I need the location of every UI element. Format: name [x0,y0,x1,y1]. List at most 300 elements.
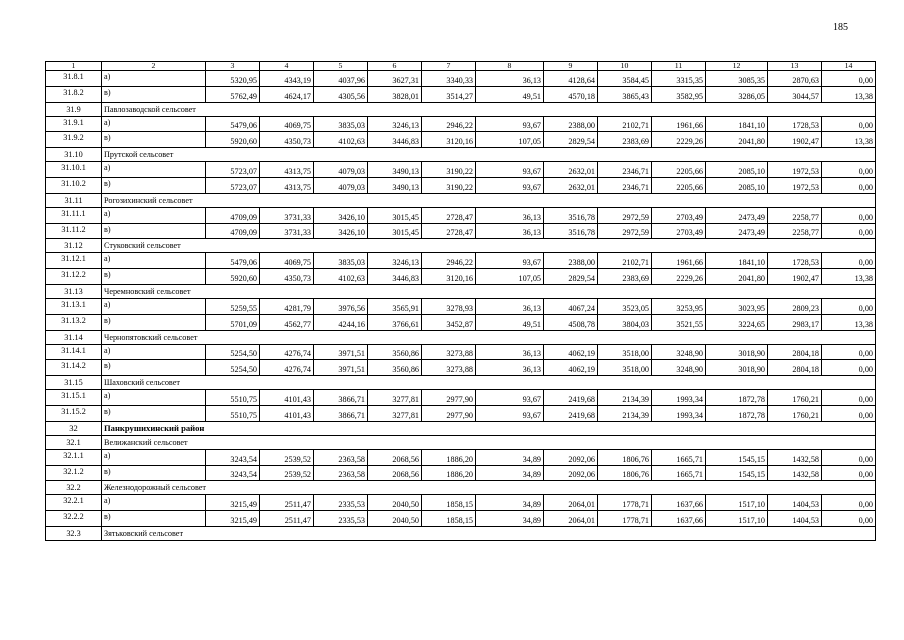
value-cell: 3246,13 [368,116,422,132]
value-cell: 2539,52 [260,465,314,481]
row-code: 31.14.1 [46,344,102,360]
row-variant: а) [102,495,206,511]
value-cell: 0,00 [822,360,876,376]
value-cell: 107,05 [476,269,544,285]
value-cell: 4101,43 [260,390,314,406]
value-cell: 4350,73 [260,269,314,285]
value-cell: 2473,49 [706,207,768,223]
table-row [46,465,876,481]
column-number-cell: 5 [314,62,368,71]
value-cell: 1545,15 [706,449,768,465]
value-cell: 1806,76 [598,449,652,465]
value-cell: 3246,13 [368,253,422,269]
value-cell: 36,13 [476,223,544,239]
value-cell: 3582,95 [652,86,706,102]
value-cell: 93,67 [476,405,544,421]
row-variant: а) [102,449,206,465]
value-cell: 2363,58 [314,449,368,465]
table-row [46,132,876,148]
value-cell: 3277,81 [368,390,422,406]
council-title: Чернопятовский сельсовет [102,330,876,344]
value-cell: 0,00 [822,298,876,314]
value-cell: 49,51 [476,314,544,330]
value-cell: 5762,49 [206,86,260,102]
value-cell: 0,00 [822,495,876,511]
value-cell: 2064,01 [544,495,598,511]
value-cell: 1637,66 [652,511,706,527]
value-cell: 2703,49 [652,207,706,223]
value-cell: 0,00 [822,223,876,239]
value-cell: 1404,53 [768,495,822,511]
column-number-cell: 11 [652,62,706,71]
value-cell: 4624,17 [260,86,314,102]
column-number-row [46,62,876,71]
value-cell: 4350,73 [260,132,314,148]
row-variant: в) [102,177,206,193]
council-row [46,481,876,495]
value-cell: 3215,49 [206,495,260,511]
value-cell: 5479,06 [206,253,260,269]
table-row [46,116,876,132]
value-cell: 1517,10 [706,495,768,511]
value-cell: 1545,15 [706,465,768,481]
value-cell: 4102,63 [314,269,368,285]
table-row [46,390,876,406]
value-cell: 1886,20 [422,449,476,465]
value-cell: 1841,10 [706,116,768,132]
row-variant: в) [102,314,206,330]
value-cell: 93,67 [476,390,544,406]
value-cell: 2258,77 [768,207,822,223]
value-cell: 2205,66 [652,177,706,193]
table-row [46,360,876,376]
value-cell: 36,13 [476,344,544,360]
value-cell: 3560,86 [368,360,422,376]
value-cell: 1665,71 [652,465,706,481]
value-cell: 3828,01 [368,86,422,102]
value-cell: 3273,88 [422,344,476,360]
value-cell: 5723,07 [206,177,260,193]
value-cell: 1637,66 [652,495,706,511]
value-cell: 4079,03 [314,162,368,178]
value-cell: 1886,20 [422,465,476,481]
value-cell: 4508,78 [544,314,598,330]
value-cell: 1872,78 [706,390,768,406]
row-code: 32.2 [46,481,102,495]
value-cell: 3278,93 [422,298,476,314]
value-cell: 5254,50 [206,360,260,376]
value-cell: 3971,51 [314,360,368,376]
row-variant: в) [102,269,206,285]
value-cell: 4101,43 [260,405,314,421]
value-cell: 5920,60 [206,269,260,285]
value-cell: 3315,35 [652,71,706,87]
row-code: 31.10.1 [46,162,102,178]
column-number-cell: 4 [260,62,314,71]
row-code: 31.9.2 [46,132,102,148]
value-cell: 3243,54 [206,465,260,481]
value-cell: 3120,16 [422,269,476,285]
value-cell: 0,00 [822,253,876,269]
council-row [46,102,876,116]
district-row [46,421,876,435]
value-cell: 2804,18 [768,360,822,376]
value-cell: 3866,71 [314,405,368,421]
value-cell: 3766,61 [368,314,422,330]
value-cell: 1760,21 [768,405,822,421]
value-cell: 2632,01 [544,177,598,193]
council-title: Черемновский сельсовет [102,284,876,298]
value-cell: 13,38 [822,86,876,102]
value-cell: 2335,53 [314,495,368,511]
column-number-cell: 12 [706,62,768,71]
value-cell: 4128,64 [544,71,598,87]
value-cell: 3976,56 [314,298,368,314]
value-cell: 1961,66 [652,116,706,132]
district-title: Панкрушихинский район [102,421,876,435]
row-code: 31.8.1 [46,71,102,87]
column-number-cell: 1 [46,62,102,71]
council-row [46,148,876,162]
value-cell: 2346,71 [598,162,652,178]
value-cell: 3243,54 [206,449,260,465]
value-cell: 2040,50 [368,511,422,527]
value-cell: 3446,83 [368,269,422,285]
row-code: 31.9.1 [46,116,102,132]
value-cell: 2870,63 [768,71,822,87]
value-cell: 4276,74 [260,360,314,376]
council-title: Железнодорожный сельсовет [102,481,876,495]
value-cell: 5510,75 [206,405,260,421]
value-cell: 2388,00 [544,116,598,132]
value-cell: 5701,09 [206,314,260,330]
row-variant: в) [102,360,206,376]
value-cell: 3518,00 [598,344,652,360]
column-number-cell: 13 [768,62,822,71]
row-code: 31.10.2 [46,177,102,193]
value-cell: 3085,35 [706,71,768,87]
row-code: 32.2.2 [46,511,102,527]
value-cell: 4313,75 [260,162,314,178]
column-number-cell: 3 [206,62,260,71]
value-cell: 3514,27 [422,86,476,102]
value-cell: 5479,06 [206,116,260,132]
value-cell: 2419,68 [544,390,598,406]
value-cell: 4570,18 [544,86,598,102]
table-row [46,449,876,465]
value-cell: 93,67 [476,116,544,132]
row-code: 31.14 [46,330,102,344]
value-cell: 0,00 [822,177,876,193]
value-cell: 4102,63 [314,132,368,148]
row-variant: в) [102,405,206,421]
value-cell: 3015,45 [368,223,422,239]
value-cell: 2068,56 [368,449,422,465]
value-cell: 36,13 [476,71,544,87]
value-cell: 1665,71 [652,449,706,465]
value-cell: 1858,15 [422,495,476,511]
row-code: 31.12 [46,239,102,253]
value-cell: 3865,43 [598,86,652,102]
row-code: 32.1.1 [46,449,102,465]
value-cell: 4244,16 [314,314,368,330]
row-code: 32 [46,421,102,435]
value-cell: 13,38 [822,132,876,148]
value-cell: 2258,77 [768,223,822,239]
column-number-cell: 9 [544,62,598,71]
value-cell: 1993,34 [652,390,706,406]
value-cell: 2068,56 [368,465,422,481]
table-row [46,162,876,178]
value-cell: 3018,90 [706,344,768,360]
value-cell: 2335,53 [314,511,368,527]
value-cell: 1404,53 [768,511,822,527]
value-cell: 3565,91 [368,298,422,314]
value-cell: 2134,39 [598,405,652,421]
value-cell: 5723,07 [206,162,260,178]
value-cell: 2092,06 [544,465,598,481]
row-variant: а) [102,344,206,360]
value-cell: 2388,00 [544,253,598,269]
row-code: 31.11 [46,193,102,207]
value-cell: 3584,45 [598,71,652,87]
table-row [46,495,876,511]
council-row [46,330,876,344]
value-cell: 2983,17 [768,314,822,330]
value-cell: 93,67 [476,162,544,178]
value-cell: 1760,21 [768,390,822,406]
value-cell: 2205,66 [652,162,706,178]
council-title: Прутской сельсовет [102,148,876,162]
value-cell: 3452,87 [422,314,476,330]
value-cell: 2040,50 [368,495,422,511]
value-cell: 107,05 [476,132,544,148]
value-cell: 2092,06 [544,449,598,465]
council-row [46,376,876,390]
value-cell: 3731,33 [260,223,314,239]
value-cell: 3971,51 [314,344,368,360]
council-title: Стуковский сельсовет [102,239,876,253]
row-code: 31.9 [46,102,102,116]
value-cell: 0,00 [822,449,876,465]
value-cell: 2102,71 [598,253,652,269]
value-cell: 0,00 [822,162,876,178]
value-cell: 2085,10 [706,177,768,193]
value-cell: 0,00 [822,465,876,481]
value-cell: 3516,78 [544,223,598,239]
value-cell: 36,13 [476,207,544,223]
value-cell: 0,00 [822,511,876,527]
value-cell: 2383,69 [598,269,652,285]
value-cell: 34,89 [476,449,544,465]
row-code: 31.12.2 [46,269,102,285]
value-cell: 2346,71 [598,177,652,193]
value-cell: 3340,33 [422,71,476,87]
value-cell: 34,89 [476,511,544,527]
value-cell: 5254,50 [206,344,260,360]
row-variant: а) [102,390,206,406]
row-code: 31.13 [46,284,102,298]
value-cell: 3490,13 [368,177,422,193]
row-code: 31.14.2 [46,360,102,376]
value-cell: 2728,47 [422,223,476,239]
row-code: 31.11.1 [46,207,102,223]
row-code: 31.11.2 [46,223,102,239]
row-variant: в) [102,132,206,148]
value-cell: 3518,00 [598,360,652,376]
value-cell: 3835,03 [314,253,368,269]
value-cell: 0,00 [822,207,876,223]
council-title: Шаховский сельсовет [102,376,876,390]
council-title: Зятьковский сельсовет [102,526,876,540]
value-cell: 3731,33 [260,207,314,223]
table-row [46,298,876,314]
value-cell: 2383,69 [598,132,652,148]
value-cell: 1993,34 [652,405,706,421]
row-code: 31.15.2 [46,405,102,421]
table-row [46,511,876,527]
value-cell: 4709,09 [206,223,260,239]
row-code: 32.2.1 [46,495,102,511]
council-row [46,239,876,253]
table-row [46,207,876,223]
column-number-cell: 7 [422,62,476,71]
row-variant: а) [102,71,206,87]
table-row [46,314,876,330]
value-cell: 3516,78 [544,207,598,223]
value-cell: 4069,75 [260,116,314,132]
row-variant: а) [102,298,206,314]
value-cell: 2085,10 [706,162,768,178]
council-row [46,526,876,540]
value-cell: 34,89 [476,465,544,481]
value-cell: 1432,58 [768,449,822,465]
table-row [46,86,876,102]
council-title: Велижанский сельсовет [102,435,876,449]
column-number-cell: 8 [476,62,544,71]
value-cell: 2946,22 [422,116,476,132]
value-cell: 2977,90 [422,405,476,421]
value-cell: 0,00 [822,71,876,87]
council-row [46,435,876,449]
value-cell: 3044,57 [768,86,822,102]
value-cell: 3224,65 [706,314,768,330]
value-cell: 4276,74 [260,344,314,360]
value-cell: 4037,96 [314,71,368,87]
value-cell: 0,00 [822,344,876,360]
value-cell: 2473,49 [706,223,768,239]
column-number-cell: 14 [822,62,876,71]
value-cell: 3277,81 [368,405,422,421]
value-cell: 3248,90 [652,344,706,360]
value-cell: 4709,09 [206,207,260,223]
row-variant: в) [102,511,206,527]
value-cell: 1972,53 [768,177,822,193]
value-cell: 3866,71 [314,390,368,406]
column-number-cell: 6 [368,62,422,71]
value-cell: 1858,15 [422,511,476,527]
value-cell: 2972,59 [598,207,652,223]
value-cell: 4281,79 [260,298,314,314]
value-cell: 2946,22 [422,253,476,269]
value-cell: 2728,47 [422,207,476,223]
value-cell: 3804,03 [598,314,652,330]
row-code: 31.15 [46,376,102,390]
table-row [46,223,876,239]
value-cell: 2632,01 [544,162,598,178]
value-cell: 0,00 [822,116,876,132]
value-cell: 3190,22 [422,162,476,178]
row-code: 31.12.1 [46,253,102,269]
value-cell: 3253,95 [652,298,706,314]
value-cell: 3446,83 [368,132,422,148]
value-cell: 3426,10 [314,207,368,223]
page-number: 185 [833,22,848,33]
row-code: 31.13.1 [46,298,102,314]
value-cell: 4062,19 [544,344,598,360]
table-row [46,71,876,87]
value-cell: 5510,75 [206,390,260,406]
value-cell: 4079,03 [314,177,368,193]
table-row [46,253,876,269]
value-cell: 1902,47 [768,269,822,285]
value-cell: 5259,55 [206,298,260,314]
value-cell: 13,38 [822,314,876,330]
value-cell: 36,13 [476,360,544,376]
council-title: Рогозихинский сельсовет [102,193,876,207]
value-cell: 2064,01 [544,511,598,527]
row-variant: а) [102,207,206,223]
row-code: 31.15.1 [46,390,102,406]
value-cell: 1778,71 [598,495,652,511]
value-cell: 93,67 [476,177,544,193]
column-number-cell: 10 [598,62,652,71]
value-cell: 2229,26 [652,132,706,148]
value-cell: 2809,23 [768,298,822,314]
table-row [46,405,876,421]
value-cell: 3426,10 [314,223,368,239]
value-cell: 2703,49 [652,223,706,239]
value-cell: 4062,19 [544,360,598,376]
table-row [46,269,876,285]
value-cell: 3023,95 [706,298,768,314]
value-cell: 1728,53 [768,116,822,132]
row-code: 32.1.2 [46,465,102,481]
value-cell: 36,13 [476,298,544,314]
value-cell: 4562,77 [260,314,314,330]
value-cell: 2511,47 [260,495,314,511]
value-cell: 3273,88 [422,360,476,376]
value-cell: 1902,47 [768,132,822,148]
value-cell: 1517,10 [706,511,768,527]
value-cell: 4343,19 [260,71,314,87]
value-cell: 3248,90 [652,360,706,376]
value-cell: 3286,05 [706,86,768,102]
value-cell: 3835,03 [314,116,368,132]
council-row [46,193,876,207]
value-cell: 5320,95 [206,71,260,87]
value-cell: 3190,22 [422,177,476,193]
value-cell: 2229,26 [652,269,706,285]
value-cell: 4069,75 [260,253,314,269]
row-variant: а) [102,116,206,132]
value-cell: 2977,90 [422,390,476,406]
value-cell: 3490,13 [368,162,422,178]
value-cell: 2829,54 [544,269,598,285]
value-cell: 2804,18 [768,344,822,360]
value-cell: 1728,53 [768,253,822,269]
value-cell: 1806,76 [598,465,652,481]
